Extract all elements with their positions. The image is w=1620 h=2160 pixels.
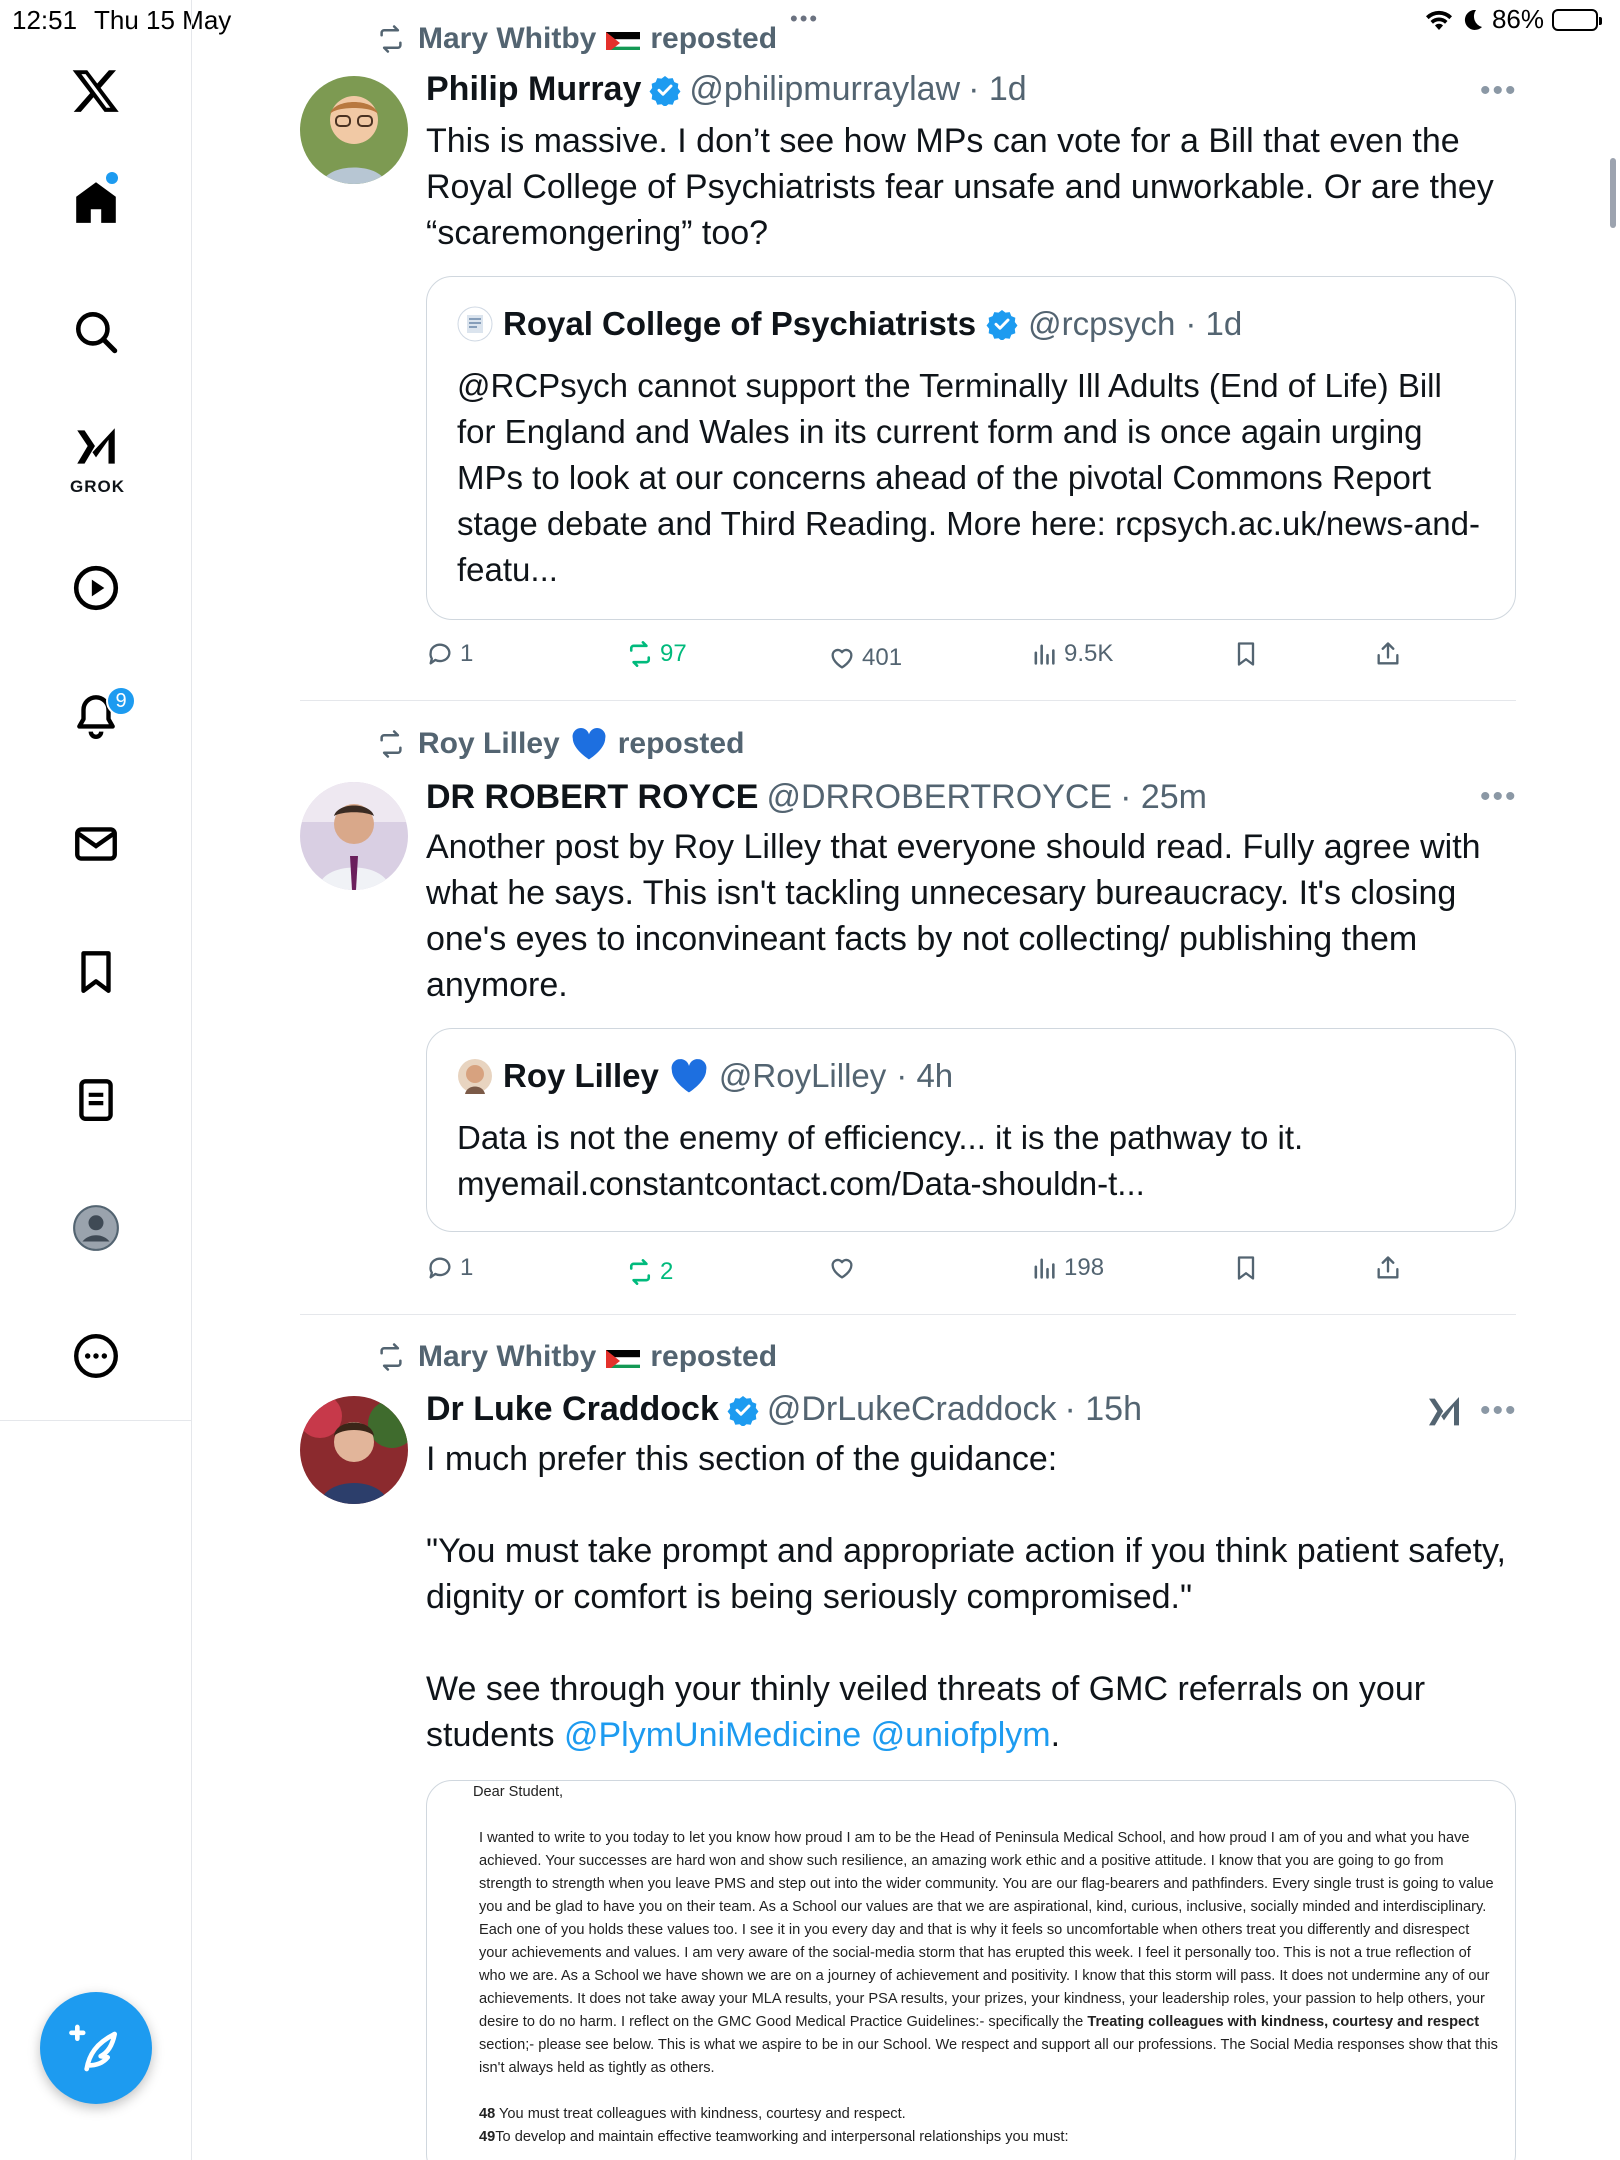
grok-label: GROK [70, 477, 125, 496]
bookmark-icon [1232, 640, 1260, 668]
post-actions [426, 1254, 1516, 1294]
letter-paragraph-end: section;- please see below. This is what we aspire to be in our School. We respect and support all our professions. The Social Media responses show that this isn't always held as tightly as others. [479, 2037, 1498, 2076]
letter-bold-phrase: Treating colleagues with kindness, courtesy and respect [1087, 2014, 1480, 2030]
video-play-icon[interactable] [54, 546, 138, 630]
home-icon[interactable] [54, 160, 138, 244]
reposted-by-name[interactable]: Roy Lilley [418, 727, 560, 760]
views-button[interactable] [1030, 1254, 1104, 1282]
quoted-avatar [457, 1058, 493, 1094]
quoted-avatar [457, 306, 493, 342]
letter-item: You must treat colleagues with kindness, courtesy and respect. [499, 2106, 906, 2122]
post-text-end: . [1050, 1716, 1061, 1754]
quoted-post-time: · 4h [896, 1057, 954, 1094]
post-attached-image[interactable] [426, 1780, 1516, 2160]
post-header [426, 778, 1207, 817]
letter-item-number: 49 [479, 2129, 496, 2145]
compose-feather-icon [68, 2020, 124, 2076]
sidebar [0, 0, 192, 2160]
verified-badge-icon [986, 308, 1018, 340]
reposted-label: reposted [650, 1340, 778, 1373]
letter-item: To develop and maintain effective teamworking and interpersonal relationships you must: [495, 2129, 1069, 2145]
post-divider [300, 1314, 1516, 1315]
bookmarks-icon[interactable] [54, 930, 138, 1014]
battery-icon [1552, 9, 1598, 31]
post-time: · 15h [1064, 1390, 1142, 1428]
grok-icon[interactable] [54, 412, 138, 482]
repost-header [374, 727, 744, 761]
mention-link[interactable]: @uniofplym [870, 1716, 1051, 1754]
letter-salutation: Dear Student, [473, 1784, 564, 1800]
blue-heart-icon [669, 1058, 709, 1094]
views-count: 9.5K [1064, 640, 1114, 667]
post-time: · 1d [968, 70, 1027, 108]
scrollbar[interactable] [1610, 158, 1616, 228]
reposted-label: reposted [650, 22, 778, 55]
post-text-line-3: We see through your thinly veiled threats of GMC referrals on your students [426, 1670, 1426, 1754]
quoted-post-text: Data is not the enemy of efficiency... it is the pathway to it. myemail.constantcontact.com/Data-shouldn-t... [457, 1119, 1304, 1202]
repost-button[interactable] [626, 1258, 673, 1286]
reposted-label: reposted [617, 727, 745, 760]
home-notification-dot [106, 172, 118, 184]
blue-heart-icon [570, 727, 608, 761]
mention-link[interactable]: @PlymUniMedicine [563, 1716, 862, 1754]
post-header [426, 1390, 1142, 1429]
post-text [426, 1436, 1516, 1758]
reply-icon [426, 1254, 454, 1282]
quoted-author-name: Royal College of Psychiatrists [503, 305, 977, 342]
status-time: 12:51 [12, 5, 78, 35]
reply-count: 1 [460, 640, 474, 667]
moon-icon [1462, 8, 1484, 32]
views-chart-icon [1030, 640, 1058, 668]
repost-icon [374, 1342, 408, 1372]
post-actions [426, 640, 1516, 680]
palestine-flag-icon [606, 1346, 640, 1368]
author-handle[interactable]: @DrLukeCraddock [766, 1390, 1057, 1428]
letter-text [473, 1781, 1499, 2149]
letter-item-number: 48 [479, 2106, 496, 2122]
battery-percent: 86% [1491, 4, 1544, 34]
grok-explain-icon[interactable] [1424, 1392, 1464, 1432]
search-icon[interactable] [54, 290, 138, 374]
views-count: 198 [1064, 1254, 1105, 1281]
quoted-author-name: Roy Lilley [503, 1057, 659, 1094]
reposted-by-name[interactable]: Mary Whitby [418, 1340, 597, 1373]
repost-header [374, 22, 777, 56]
post-text: This is massive. I don’t see how MPs can vote for a Bill that even the Royal College of Psychiatrists fear unsafe and unworkable. Or are they “scaremongering” too? [426, 122, 1494, 252]
bookmark-button[interactable] [1232, 640, 1260, 668]
repost-count: 2 [660, 1258, 674, 1285]
post-text-line-1: I much prefer this section of the guidance: [426, 1440, 1058, 1478]
like-button[interactable] [828, 1254, 862, 1282]
verified-badge-icon [649, 74, 681, 106]
letter-paragraph: I wanted to write to you today to let you know how proud I am to be the Head of Peninsula Medical School, and how proud I am of you and what you have achieved. Your successes are hard won and show such resilience, an amazing work ethic and a positive attitude. I know that you are going to go from strength to strength when you leave PMS and step out into the wider community. You are our flag-bearers and pathfinders. Every single trust is going to value you and be glad to have you on their team. As a School our values are that we are aspirational, kind, curious, inclusive, socially minded and interdisciplinary. Each one of you holds these values too. I see it in you every day and that is why it feels so uncomfortable when others treat you differently and disrespect your achievements and values. I am very aware of the social-media storm that has erupted this week. I feel it personally too. This is not a true reflection of who we are. As a School we have shown we are on a journey of achievement and positivity. I know that this storm will pass. It does not undermine any of our achievements. It does not take away your MLA results, your PSA results, your prizes, your kindness, your leadership roles, your passion to help others, your desire to do no harm. I reflect on the GMC Good Medical Practice Guidelines:- specifically the [479, 1830, 1494, 2030]
profile-avatar-icon[interactable] [54, 1186, 138, 1270]
repost-icon [374, 729, 408, 759]
author-handle[interactable]: @DRROBERTROYCE [766, 778, 1113, 816]
avatar[interactable] [300, 1396, 408, 1504]
like-count: 401 [862, 644, 903, 671]
verified-badge-icon [727, 1394, 759, 1426]
heart-icon [828, 1254, 856, 1282]
post-text-quote: "You must take prompt and appropriate action if you think patient safety, dignity or comfort is being seriously compromised." [426, 1532, 1506, 1616]
reply-button[interactable] [426, 640, 473, 668]
quoted-post[interactable] [426, 1028, 1516, 1232]
like-button[interactable] [828, 644, 902, 672]
status-bar [0, 0, 1620, 40]
quoted-post-time: · 1d [1185, 305, 1243, 342]
quoted-author-handle: @RoyLilley [718, 1057, 887, 1094]
quoted-author-handle: @rcpsych [1028, 305, 1176, 342]
compose-post-button[interactable] [40, 1992, 152, 2104]
share-icon [1374, 1254, 1402, 1282]
author-name[interactable]: DR ROBERT ROYCE [426, 778, 759, 816]
repost-icon [626, 1258, 654, 1286]
author-name[interactable]: Philip Murray [426, 70, 642, 108]
views-chart-icon [1030, 1254, 1058, 1282]
post-text: Another post by Roy Lilley that everyone should read. Fully agree with what he says. This isn't tackling unnecesary bureaucracy. It's closing one's eyes to inconvineant facts by not collecting/ publishing them anymore. [426, 828, 1481, 1004]
post-more-options-icon[interactable]: ••• [1480, 74, 1518, 107]
avatar[interactable] [300, 782, 408, 890]
repost-button[interactable] [626, 640, 687, 668]
more-options-icon[interactable] [54, 1314, 138, 1398]
post-time: · 25m [1120, 778, 1207, 816]
notification-badge: 9 [106, 686, 136, 716]
lists-icon[interactable] [54, 1058, 138, 1142]
repost-icon [374, 24, 408, 54]
quoted-post-text: @RCPsych cannot support the Terminally Ill Adults (End of Life) Bill for England and Wales in its current form and is once again urging MPs to look at our concerns ahead of the pivotal Commons Report stage debate and Third Reading. More here: rcpsych.ac.uk/news-and-featu... [457, 367, 1480, 588]
post-header [426, 70, 1027, 109]
reply-icon [426, 640, 454, 668]
author-name[interactable]: Dr Luke Craddock [426, 1390, 719, 1428]
share-button[interactable] [1374, 1254, 1402, 1282]
multitask-dots[interactable]: ••• [790, 6, 820, 31]
post-more-options-icon[interactable]: ••• [1480, 780, 1518, 813]
sidebar-divider [0, 1420, 192, 1421]
quoted-post-header [457, 1057, 953, 1095]
wifi-icon [1424, 8, 1454, 32]
reply-button[interactable] [426, 1254, 473, 1282]
palestine-flag-icon [606, 28, 640, 50]
post-more-options-icon[interactable]: ••• [1480, 1394, 1518, 1427]
author-handle[interactable]: @philipmurraylaw [689, 70, 961, 108]
repost-count: 97 [660, 640, 687, 667]
heart-icon [828, 644, 856, 672]
messages-envelope-icon[interactable] [54, 802, 138, 886]
reposted-by-name[interactable]: Mary Whitby [418, 22, 597, 55]
bookmark-button[interactable] [1232, 1254, 1260, 1282]
repost-header [374, 1340, 777, 1374]
share-button[interactable] [1374, 640, 1402, 668]
avatar[interactable] [300, 76, 408, 184]
quoted-post[interactable] [426, 276, 1516, 620]
share-icon [1374, 640, 1402, 668]
status-date: Thu 15 May [94, 5, 232, 35]
views-button[interactable] [1030, 640, 1113, 668]
bookmark-icon [1232, 1254, 1260, 1282]
x-logo-icon[interactable] [54, 48, 138, 132]
quoted-post-header [457, 305, 1242, 343]
post-divider [300, 700, 1516, 701]
repost-icon [626, 640, 654, 668]
reply-count: 1 [460, 1254, 474, 1281]
